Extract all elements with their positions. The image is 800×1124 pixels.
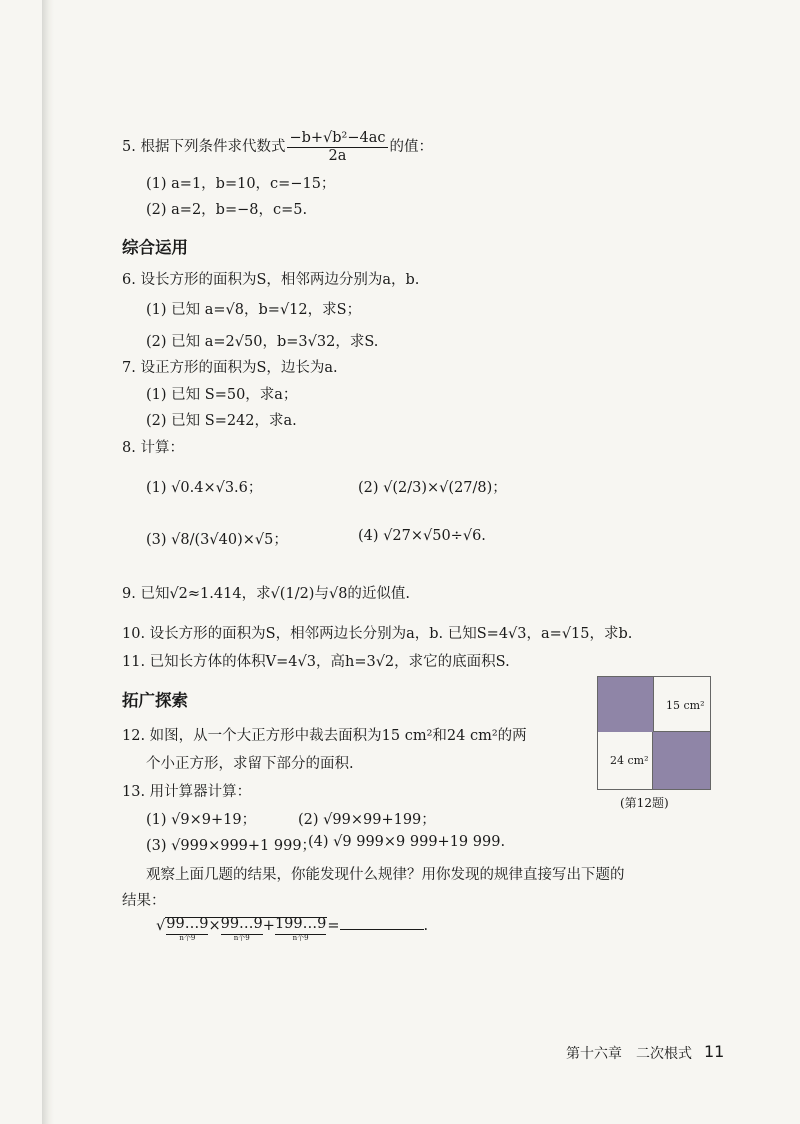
- question-7: 7. 设正方形的面积为S，边长为a.: [122, 360, 338, 376]
- question-13: 13. 用计算器计算：: [122, 784, 252, 800]
- figure-label-15: 15 cm²: [666, 699, 705, 712]
- footer-page-number: 11: [704, 1042, 725, 1061]
- expr-term-a: [166, 917, 208, 942]
- q7-part-2: (2) 已知 S=242，求a.: [146, 413, 297, 429]
- q5-fraction: [287, 130, 387, 164]
- expr-term-c: [275, 917, 326, 942]
- expr-b-value: 99…9: [220, 916, 263, 932]
- q13-part-4: (4) √9 999×9 999+19 999.: [308, 834, 506, 850]
- q13-observe-line-2: 结果：: [122, 893, 166, 909]
- question-5: [122, 130, 433, 164]
- question-8: 8. 计算：: [122, 440, 184, 456]
- figure-shaded-top-left: [598, 677, 653, 732]
- expr-c-sub: n个9: [275, 934, 326, 942]
- expr-c-value: 199…9: [274, 916, 327, 932]
- q13-observe-line-1: 观察上面几题的结果，你能发现什么规律？用你发现的规律直接写出下题的: [146, 867, 625, 883]
- figure-label-24: 24 cm²: [610, 754, 649, 767]
- answer-blank[interactable]: [340, 917, 424, 930]
- question-6: 6. 设长方形的面积为S，相邻两边分别为a，b.: [122, 272, 420, 288]
- figure-caption: (第12题): [620, 796, 669, 810]
- footer-chapter: 第十六章 二次根式: [566, 1046, 692, 1062]
- q7-part-1: (1) 已知 S=50，求a；: [146, 387, 298, 403]
- q5-intro: 5. 根据下列条件求代数式: [122, 139, 286, 156]
- q13-final-expression: √ 99…9 n个9 × 99…9 n个9 + 199…9 n个9 = .: [156, 916, 429, 942]
- q6-part-1: (1) 已知 a=√8，b=√12，求S；: [146, 302, 362, 318]
- q13-part-2: (2) √99×99+199；: [298, 812, 436, 828]
- expr-a-sub: n个9: [166, 934, 208, 942]
- q8-part-2: (2) √(2/3)×√(27/8)；: [358, 480, 507, 496]
- figure-shaded-bottom-right: [653, 732, 710, 789]
- q13-part-3: (3) √999×999+1 999；: [146, 838, 317, 854]
- section-heading-comprehensive: 综合运用: [122, 238, 188, 257]
- q8-part-4: (4) √27×√50÷√6.: [358, 528, 486, 544]
- q5-denominator: 2a: [328, 147, 347, 164]
- question-11: 11. 已知长方体的体积V=4√3，高h=3√2，求它的底面积S.: [122, 654, 510, 670]
- question-9: 9. 已知√2≈1.414，求√(1/2)与√8的近似值.: [122, 586, 411, 602]
- expr-a-value: 99…9: [166, 916, 209, 932]
- q8-part-1: (1) √0.4×√3.6；: [146, 480, 263, 496]
- q6-part-2: (2) 已知 a=2√50，b=3√32，求S.: [146, 334, 379, 350]
- q5-part-2: (2) a=2，b=−8，c=5.: [146, 202, 308, 218]
- q5-end: 的值：: [389, 139, 434, 156]
- question-12-line-2: 个小正方形，求留下部分的面积.: [146, 756, 354, 772]
- q8-part-3: (3) √8/(3√40)×√5；: [146, 532, 288, 548]
- figure-squares: [597, 676, 711, 790]
- expr-b-sub: n个9: [221, 934, 263, 942]
- question-12-line-1: 12. 如图，从一个大正方形中裁去面积为15 cm²和24 cm²的两: [122, 728, 527, 744]
- expr-term-b: [221, 917, 263, 942]
- q5-numerator: −b+√b²−4ac: [289, 130, 386, 146]
- question-10: 10. 设长方形的面积为S，相邻两边长分别为a，b. 已知S=4√3，a=√15，求b.: [122, 626, 633, 642]
- q13-part-1: (1) √9×9+19；: [146, 812, 257, 828]
- section-heading-extension: 拓广探索: [122, 691, 188, 710]
- q5-part-1: (1) a=1，b=10，c=−15；: [146, 176, 336, 192]
